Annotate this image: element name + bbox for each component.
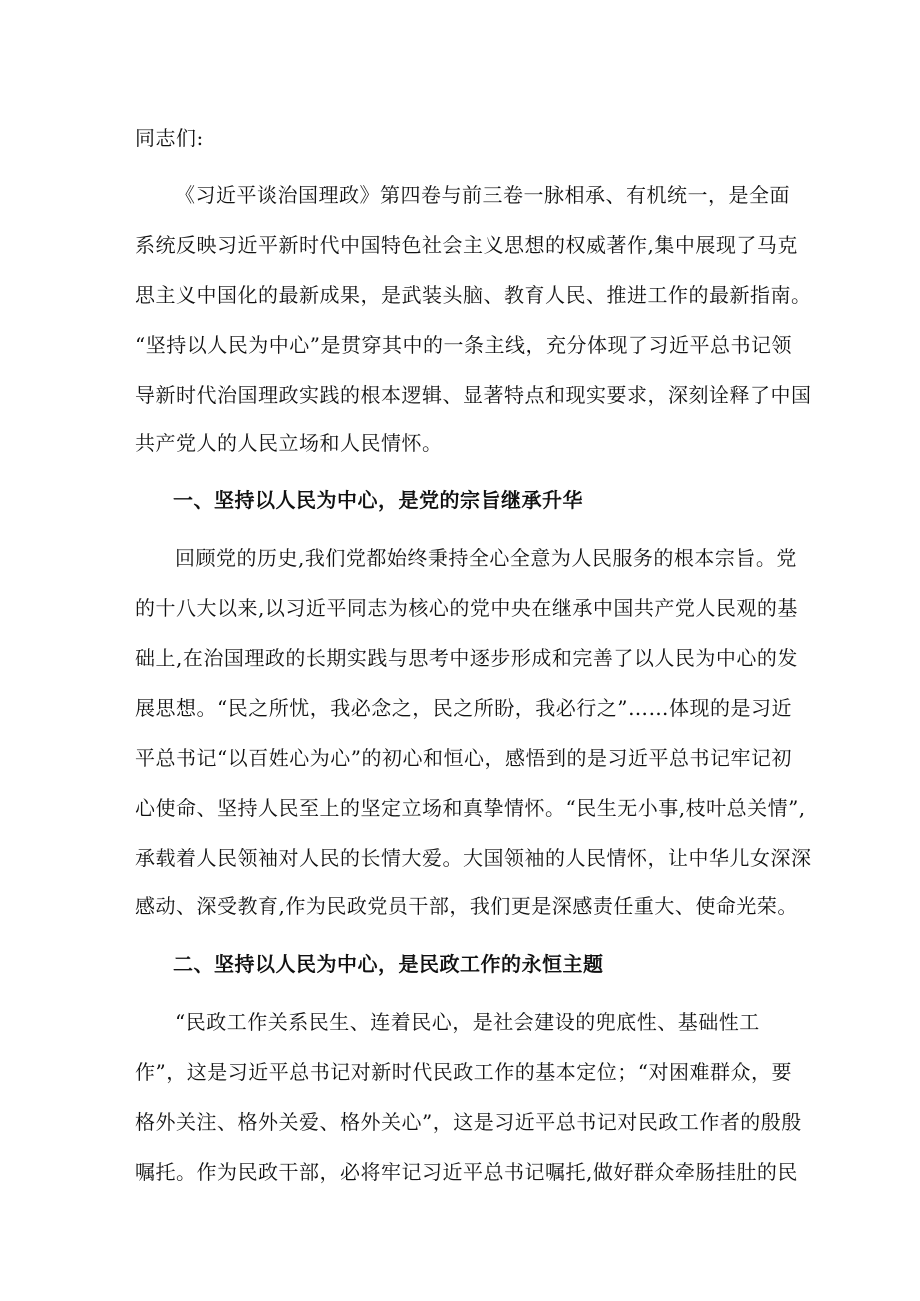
text-line: “民政工作关系民生、连着民心，是社会建设的兜底性、基础性工 — [175, 1010, 760, 1034]
section-heading-1: 一、坚持以人民为中心，是党的宗旨继承升华 — [173, 488, 583, 512]
greeting: 同志们: — [135, 126, 204, 150]
text-line: 嘱托。作为民政干部，必将牢记习近平总书记嘱托,做好群众牵肠挂肚的民 — [135, 1160, 798, 1184]
section-heading-2: 二、坚持以人民为中心，是民政工作的永恒主题 — [173, 952, 604, 976]
text-line: 心使命、坚持人民至上的坚定立场和真挚情怀。“民生无小事,枝叶总关情”, — [135, 796, 806, 820]
text-line: 系统反映习近平新时代中国特色社会主义思想的权威著作,集中展现了马克 — [135, 233, 798, 257]
text-line: 思主义中国化的最新成果，是武装头脑、教育人民、推进工作的最新指南。 — [135, 283, 812, 307]
text-line: 共产党人的人民立场和人民情怀。 — [135, 431, 443, 455]
text-line: “坚持以人民为中心”是贯穿其中的一条主线，充分体现了习近平总书记领 — [135, 333, 792, 357]
text-line: 承载着人民领袖对人民的长情大爱。大国领袖的人民情怀，让中华儿女深深 — [135, 846, 812, 870]
text-line: 平总书记“以百姓心为心”的初心和恒心，感悟到的是习近平总书记牢记初 — [135, 746, 792, 770]
text-line: 《习近平谈治国理政》第四卷与前三卷一脉相承、有机统一，是全面 — [175, 183, 790, 207]
text-line: 础上,在治国理政的长期实践与思考中逐步形成和完善了以人民为中心的发 — [135, 646, 798, 670]
text-line: 格外关注、格外关爱、格外关心”，这是习近平总书记对民政工作者的殷殷 — [135, 1110, 802, 1134]
text-line: 导新时代治国理政实践的根本逻辑、显著特点和现实要求，深刻诠释了中国 — [135, 383, 812, 407]
text-line: 的十八大以来,以习近平同志为核心的党中央在继承中国共产党人民观的基 — [135, 596, 798, 620]
text-line: 回顾党的历史,我们党都始终秉持全心全意为人民服务的根本宗旨。党 — [175, 546, 797, 570]
text-line: 展思想。“民之所忧，我必念之，民之所盼，我必行之”……体现的是习近 — [135, 696, 792, 720]
text-line: 感动、深受教育,作为民政党员干部，我们更是深感责任重大、使命光荣。 — [135, 894, 798, 918]
text-line: 作”，这是习近平总书记对新时代民政工作的基本定位；“对困难群众，要 — [135, 1060, 792, 1084]
